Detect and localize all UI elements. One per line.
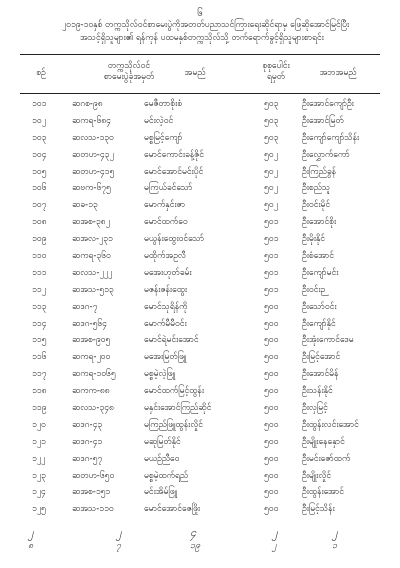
table-row bbox=[20, 400, 380, 417]
header-exam-roll-line-2: စာမေးပွဲခုံအမှတ် bbox=[103, 72, 155, 82]
cell-name: မောင်အောင်မင်းပိုင် bbox=[144, 166, 204, 177]
cell-father-name: ဦးအောင်မြတ် bbox=[302, 115, 344, 126]
cell-name: မောက်နှင်းဇာ bbox=[144, 200, 186, 211]
cell-serial-number: ၁၁၀ bbox=[32, 251, 47, 262]
cell-name: မအေးဟုတ်ခမ်း bbox=[144, 267, 192, 278]
cell-total-score: ၅၀၂ bbox=[264, 166, 278, 177]
cell-name: မင်းလဲ့ဝင် bbox=[144, 115, 174, 126]
cell-serial-number: ၁၁၈ bbox=[32, 386, 47, 397]
table-row bbox=[20, 383, 380, 400]
cell-serial-number: ၁၁၉ bbox=[32, 403, 47, 414]
handwritten-signature bbox=[190, 526, 200, 552]
table-row bbox=[20, 248, 380, 265]
cell-serial-number: ၁၁၂ bbox=[32, 284, 46, 295]
cell-father-name: ဦးစံအောင် bbox=[302, 251, 334, 262]
cell-exam-roll-number: ဆကရ-၆၈၄ bbox=[72, 115, 111, 126]
cell-name: မစ္စမြင့်ကျော် bbox=[144, 132, 183, 143]
table-row bbox=[20, 468, 380, 485]
cell-name: မယဉ်ညီဝေ bbox=[144, 453, 180, 464]
cell-exam-roll-number: ဆအသ-၁၁၀ bbox=[72, 504, 114, 515]
cell-exam-roll-number: ဆလသ-၂၂၂ bbox=[72, 267, 112, 278]
cell-name: မောင်ထက်ဝေ bbox=[144, 217, 188, 228]
cell-father-name: ဦးကျော်နိုင် bbox=[302, 318, 336, 329]
cell-exam-roll-number: ဆလသ-၁၃၀ bbox=[72, 132, 114, 143]
table-body bbox=[20, 96, 380, 518]
cell-name: မကြယ်ခင်သော် bbox=[144, 183, 193, 194]
cell-name: မောင်အောင်ဇေဖြိုး bbox=[144, 504, 201, 515]
cell-total-score: ၅၀၀ bbox=[264, 436, 279, 447]
document-title-line-2: အသင့်ရှိသူများ၏ ရန်ကုန် ပထမနှစ်တက္ကသိုလ်သို့ တက်ရောက်ခွင့်ရှိသူများစာရင်း bbox=[80, 33, 324, 43]
header-father-name: အဘအမည် bbox=[319, 68, 357, 78]
cell-exam-roll-number: ဆကက-၈၈ bbox=[72, 386, 110, 397]
cell-father-name: ဦးထွန်းအောင် bbox=[302, 487, 344, 498]
cell-name: မောင်သုရိန်ကို bbox=[144, 301, 188, 312]
header-exam-roll-line-1: တက္ကသိုလ်ဝင် bbox=[107, 61, 151, 71]
cell-father-name: ဦးမျိုးနေနှောင် bbox=[302, 436, 345, 447]
cell-name: မေဇီတာစိုးစံ bbox=[144, 99, 183, 109]
cell-total-score: ၅၀၀ bbox=[264, 470, 279, 481]
cell-father-name: ဦးဝင်းမိုင် bbox=[302, 200, 331, 211]
table-row bbox=[20, 282, 380, 299]
cell-serial-number: ၁၀၁ bbox=[32, 99, 47, 109]
cell-total-score: ၅၀၀ bbox=[264, 369, 279, 380]
cell-exam-roll-number: ဆတဟ-၄၃၂ bbox=[72, 149, 114, 160]
cell-serial-number: ၁၀၃ bbox=[32, 132, 47, 143]
signature-mark: ၄ bbox=[190, 526, 197, 539]
table-row bbox=[20, 164, 380, 181]
cell-exam-roll-number: ဆကရ-၁၀၆၅ bbox=[72, 369, 116, 380]
cell-name: မအေးမြတ်ဖြူ bbox=[144, 352, 187, 363]
cell-father-name: ဦးကြည်ခွန် bbox=[302, 166, 337, 177]
table-row bbox=[20, 349, 380, 366]
cell-exam-roll-number: ဆဒဂ-၅၇ bbox=[72, 453, 103, 464]
cell-total-score: ၅၀၃ bbox=[264, 132, 279, 143]
cell-serial-number: ၁၂၅ bbox=[32, 504, 46, 515]
cell-serial-number: ၁၂၀ bbox=[32, 419, 46, 430]
cell-serial-number: ၁၂၄ bbox=[32, 487, 46, 498]
cell-total-score: ၅၀၀ bbox=[264, 403, 279, 414]
cell-father-name: ဦးအုံးကောင်ဒေမ bbox=[302, 335, 354, 346]
cell-exam-roll-number: ဆကရ-၃၆၀ bbox=[72, 251, 111, 262]
signature-number: ၁၉ bbox=[190, 541, 201, 551]
signature-row bbox=[20, 526, 380, 562]
cell-exam-roll-number: ဆဒဂ-၄၃ bbox=[72, 419, 103, 430]
cell-total-score: ၅၀၃ bbox=[264, 115, 279, 126]
cell-serial-number: ၁၁၇ bbox=[32, 369, 47, 380]
table-row bbox=[20, 96, 380, 113]
cell-exam-roll-number: ဆအစ-၉၀၅ bbox=[72, 335, 111, 346]
cell-name: မယွန်းထွေးဝင်သော် bbox=[144, 234, 205, 245]
cell-name: မဆုမြတ်နိုင် bbox=[144, 436, 181, 447]
signature-number: ၈ bbox=[28, 541, 34, 551]
cell-total-score: ၅၀၁ bbox=[264, 251, 279, 262]
cell-serial-number: ၁၂၃ bbox=[32, 470, 46, 481]
cell-name: မောင်ရဲမင်းအောင် bbox=[144, 335, 199, 346]
header-serial-number: စဉ် bbox=[36, 68, 46, 78]
cell-serial-number: ၁၀၈ bbox=[32, 217, 47, 228]
signature-mark: ၂ bbox=[28, 526, 34, 539]
cell-name: မနှင်းအောင်ကြည်ဆိုင် bbox=[144, 403, 212, 414]
cell-father-name: ဦးအောင်ကျော်ဦး bbox=[302, 99, 354, 109]
cell-father-name: ဦးသန်းနိုင် bbox=[302, 386, 333, 397]
signature-number: ၇ bbox=[116, 541, 122, 551]
table-row bbox=[20, 366, 380, 383]
table-row bbox=[20, 299, 380, 316]
cell-name: မောင်ထက်မြင့်ထွန်း bbox=[144, 386, 204, 397]
signature-mark: ၂ bbox=[116, 526, 122, 539]
cell-total-score: ၅၀၃ bbox=[264, 99, 279, 109]
cell-total-score: ၅၀၁ bbox=[264, 284, 279, 295]
cell-father-name: ဦးမြင့်သိန်း bbox=[302, 504, 335, 515]
table-row bbox=[20, 316, 380, 333]
table-row bbox=[20, 214, 380, 231]
cell-total-score: ၅၀၀ bbox=[264, 386, 279, 397]
cell-exam-roll-number: ဆကရ-၂၀၀ bbox=[72, 352, 111, 363]
cell-exam-roll-number: ဆဒဂ-၅၆၄ bbox=[72, 318, 107, 329]
cell-name: မောင်ကောင်းခန့်ဇိုင် bbox=[144, 149, 204, 160]
table-header bbox=[20, 54, 380, 94]
cell-total-score: ၅၀၁ bbox=[264, 267, 279, 278]
cell-father-name: ဦးလှမြင့် bbox=[302, 403, 328, 414]
cell-total-score: ၅၀၀ bbox=[264, 318, 279, 329]
handwritten-signature bbox=[116, 526, 121, 552]
cell-exam-roll-number: ဆဒဂ-၇ bbox=[72, 301, 98, 312]
cell-serial-number: ၁၀၅ bbox=[32, 166, 47, 177]
cell-total-score: ၅၀၁ bbox=[264, 217, 279, 228]
cell-father-name: ဦးကျော်မင်း bbox=[302, 267, 339, 278]
table-row bbox=[20, 417, 380, 434]
cell-father-name: ဦးကျော်ကျော်သိန်း bbox=[302, 132, 360, 143]
cell-father-name: ဦးအောင်မိန် bbox=[302, 369, 339, 380]
cell-serial-number: ၁၀၆ bbox=[32, 183, 47, 194]
cell-total-score: ၅၀၀ bbox=[264, 419, 279, 430]
cell-total-score: ၅၀၂ bbox=[264, 183, 278, 194]
cell-exam-roll-number: ဆဂစ-၉၈ bbox=[72, 99, 103, 109]
cell-name: မထိုက်အဥလီ bbox=[144, 251, 186, 262]
cell-total-score: ၅၀၀ bbox=[264, 352, 279, 363]
cell-serial-number: ၁၁၆ bbox=[32, 352, 47, 363]
cell-total-score: ၅၀၀ bbox=[264, 453, 279, 464]
cell-exam-roll-number: ဆဗက-၆၇၅ bbox=[72, 183, 111, 194]
table-row bbox=[20, 434, 380, 451]
signature-mark: ၂ bbox=[332, 526, 338, 539]
cell-serial-number: ၁၁၅ bbox=[32, 335, 47, 346]
cell-father-name: ဦးဝင်းဉ bbox=[302, 284, 326, 295]
cell-total-score: ၅၀၂ bbox=[264, 200, 278, 211]
signature-number: ၂ bbox=[272, 541, 277, 551]
cell-serial-number: ၁၁၄ bbox=[32, 318, 47, 329]
table-row bbox=[20, 130, 380, 147]
table-row bbox=[20, 451, 380, 468]
signature-number: ၁ bbox=[332, 541, 338, 551]
table-row bbox=[20, 332, 380, 349]
signature-mark: ၂ bbox=[272, 526, 278, 539]
cell-serial-number: ၁၂၁ bbox=[32, 436, 46, 447]
cell-serial-number: ၁၂၂ bbox=[32, 453, 46, 464]
table-row bbox=[20, 484, 380, 501]
cell-exam-roll-number: ဆအသ-၅၁၃ bbox=[72, 284, 114, 295]
handwritten-signature bbox=[332, 526, 337, 552]
handwritten-signature bbox=[28, 526, 33, 552]
cell-total-score: ၅၀၁ bbox=[264, 234, 279, 245]
cell-serial-number: ၁၀၄ bbox=[32, 149, 47, 160]
cell-father-name: ဦးမျိုးလှိုင် bbox=[302, 470, 332, 481]
cell-father-name: ဦးထွန်းလင်းအောင် bbox=[302, 419, 359, 430]
table-row bbox=[20, 231, 380, 248]
table-row bbox=[20, 147, 380, 164]
table-row bbox=[20, 197, 380, 214]
table-row bbox=[20, 501, 380, 518]
cell-name: မစ္စမဲ့ထက်ရည် bbox=[144, 470, 189, 481]
cell-father-name: ဦးမြင့်အောင် bbox=[302, 352, 341, 363]
cell-total-score: ၅၀၀ bbox=[264, 504, 279, 515]
cell-name: မကြည်ဖြူထွန်းလှိုင် bbox=[144, 419, 204, 430]
cell-serial-number: ၁၁၃ bbox=[32, 301, 47, 312]
cell-exam-roll-number: ဆတဟ-၆၅၀ bbox=[72, 470, 115, 481]
cell-name: မောက်မီမီဝင်း bbox=[144, 318, 187, 329]
cell-exam-roll-number: ဆတဟ-၄၁၅ bbox=[72, 166, 115, 177]
table-row bbox=[20, 265, 380, 282]
cell-exam-roll-number: ဆဒဂ-၄၁ bbox=[72, 436, 103, 447]
table-row bbox=[20, 113, 380, 130]
cell-father-name: ဦးအောင်စိုး bbox=[302, 217, 337, 228]
cell-serial-number: ၁၀၂ bbox=[32, 115, 46, 126]
page-number: ၆ bbox=[197, 8, 203, 19]
table-row bbox=[20, 180, 380, 197]
cell-total-score: ၅၀၀ bbox=[264, 335, 279, 346]
cell-exam-roll-number: ဆအစ-၁၅၁ bbox=[72, 487, 111, 498]
document-title-line-1: ၂၀၁၉-၁၀နှစ် တက္ကသိုလ်ဝင်စာမေးပွဲကိုအတတ်ပညာသင်ကြားရေးဆိုင်ရာမှ ဖြေဆိုအောင်မြင်ပြီး bbox=[62, 20, 350, 30]
cell-exam-roll-number: ဆလသ-၃၄၈ bbox=[72, 403, 114, 414]
header-total-score-line-2: ရမှတ် bbox=[266, 72, 285, 82]
cell-name: မင်းအိမ်ဖြူ bbox=[144, 487, 178, 498]
header-total-score bbox=[256, 61, 296, 83]
cell-exam-roll-number: ဆခ-၁၃ bbox=[72, 200, 98, 211]
cell-total-score: ၅၀၂ bbox=[264, 149, 278, 160]
cell-name: မစ္စမဲ့လဲ့ဖြူ bbox=[144, 369, 176, 380]
cell-total-score: ၅၀၀ bbox=[264, 301, 279, 312]
cell-father-name: ဦးစည်သူ bbox=[302, 183, 331, 194]
cell-serial-number: ၁၀၇ bbox=[32, 200, 47, 211]
cell-exam-roll-number: ဆအလ-၂၃၁ bbox=[72, 234, 113, 245]
header-name: အမည် bbox=[184, 68, 206, 78]
cell-exam-roll-number: ဆအစ-၃၈၂ bbox=[72, 217, 110, 228]
cell-serial-number: ၁၁၁ bbox=[32, 267, 47, 278]
cell-total-score: ၅၀၀ bbox=[264, 487, 279, 498]
handwritten-signature bbox=[272, 526, 277, 552]
cell-name: မဇန်းဇန်းထွေး bbox=[144, 284, 188, 295]
cell-father-name: ဦးမင်းဇော်ထက် bbox=[302, 453, 351, 464]
cell-serial-number: ၁၀၉ bbox=[32, 234, 47, 245]
cell-father-name: ဦးမိုးနိုင် bbox=[302, 234, 325, 245]
cell-father-name: ဦးသော်ဝင်း bbox=[302, 301, 337, 312]
cell-father-name: ဦးလွှောက်ကော် bbox=[302, 149, 350, 160]
header-total-score-line-1: စုစုပေါင်း bbox=[262, 61, 290, 71]
